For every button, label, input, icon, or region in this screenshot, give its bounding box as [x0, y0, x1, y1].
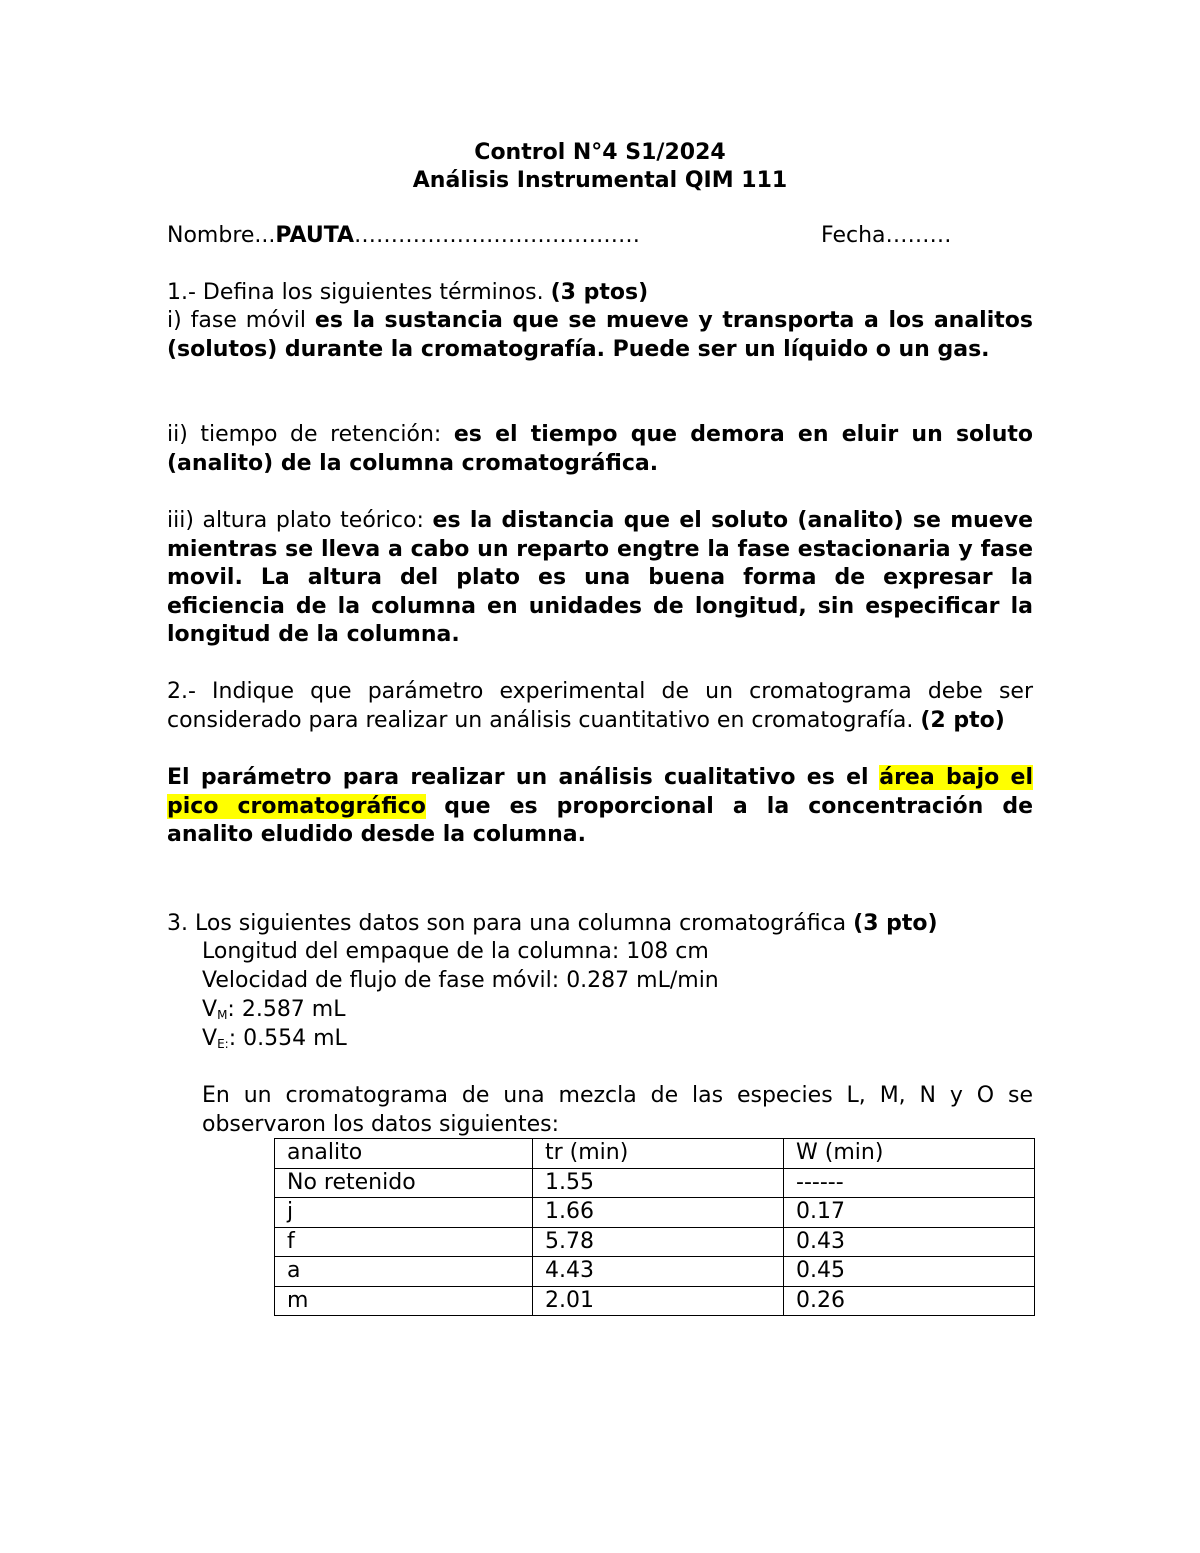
q2-answer-end: que es proporcional a la concentración de analito eludido desde la columna. [167, 793, 1033, 847]
q3-prompt-text: 3. Los siguientes datos son para una columna cromatográfica [167, 911, 847, 936]
q3-data-table [274, 1138, 1035, 1316]
q1-iii-answer: es la distancia que el soluto (analito) se mueve mientras se lleva a cabo un reparto engtre la fase estacionaria y fase movil. La altura del plato es una buena forma de expresar la eficiencia de la columna en unidades de longitud, sin especificar la longitud de la columna. [167, 508, 1033, 647]
q3-flow-value: 0.287 mL/min [566, 968, 719, 993]
name-value: PAUTA [275, 223, 355, 248]
q3-vm-symbol: V [202, 997, 218, 1022]
q1-ii-answer: es el tiempo que demora en eluir un soluto (analito) de la columna cromatográfica. [167, 422, 1034, 476]
table-cell: 1.55 [533, 1168, 784, 1198]
q3-ve-value: : 0.554 mL [228, 1026, 347, 1051]
q3-length-label: Longitud del empaque de la columna: [202, 939, 620, 964]
q2-prompt [167, 678, 1033, 735]
q1-item-i [167, 307, 1033, 364]
q1-iii-term: iii) altura plato teórico: [167, 508, 424, 533]
table-cell: 0.26 [784, 1286, 1035, 1316]
table-header-cell: W (min) [784, 1139, 1035, 1169]
q1-item-iii [167, 507, 1033, 650]
table-cell: 4.43 [533, 1257, 784, 1287]
q3-ve-sub: E: [217, 1037, 229, 1051]
q3-prompt [167, 910, 938, 938]
q2-answer-highlight: área bajo el pico cromatográfico [167, 765, 1033, 819]
q1-i-term: i) fase móvil [167, 308, 306, 333]
table-row [275, 1198, 1035, 1228]
table-cell: 0.45 [784, 1257, 1035, 1287]
table-cell: 5.78 [533, 1227, 784, 1257]
table-cell: a [275, 1257, 533, 1287]
table-cell: ------ [784, 1168, 1035, 1198]
name-dots: ………………………………… [354, 223, 641, 248]
table-cell: 2.01 [533, 1286, 784, 1316]
exam-title: Control N°4 S1/2024 [474, 140, 726, 165]
table-header-cell: tr (min) [533, 1139, 784, 1169]
table-header-row [275, 1139, 1035, 1169]
q1-i-answer: es la sustancia que se mueve y transporta a los analitos (solutos) durante la cromatografía. Puede ser un líquido o un gas. [167, 308, 1033, 362]
q3-length [202, 938, 709, 966]
q3-ve [202, 1025, 347, 1058]
q3-flow-label: Velocidad de flujo de fase móvil: [202, 968, 560, 993]
table-row [275, 1286, 1035, 1316]
table-cell: j [275, 1198, 533, 1228]
q2-answer-start: El parámetro para realizar un análisis cualitativo es el [167, 765, 869, 790]
q1-item-ii [167, 421, 1033, 478]
exam-subtitle: Análisis Instrumental QIM 111 [412, 168, 788, 193]
table-cell: 0.43 [784, 1227, 1035, 1257]
q1-prompt [167, 279, 1033, 308]
q1-ii-term: ii) tiempo de retención: [167, 422, 442, 447]
table-cell: m [275, 1286, 533, 1316]
table-cell: 0.17 [784, 1198, 1035, 1228]
table-cell: 1.66 [533, 1198, 784, 1228]
table-row [275, 1168, 1035, 1198]
q2-points: (2 pto) [920, 707, 1005, 733]
table-row [275, 1257, 1035, 1287]
q3-flow [202, 967, 719, 995]
q3-intro: En un cromatograma de una mezcla de las especies L, M, N y O se observaron los datos siguientes: [202, 1083, 1033, 1137]
q2-prompt-text: 2.- Indique que parámetro experimental de un cromatograma debe ser considerado para realizar un análisis cuantitativo en cromatografía. [167, 679, 1033, 733]
q3-ve-symbol: V [202, 1026, 218, 1051]
q1-prompt-text: 1.- Defina los siguientes términos. [167, 280, 544, 305]
q3-length-value: 108 cm [626, 939, 709, 964]
q3-vm-sub: M [217, 1008, 228, 1022]
q2-answer [167, 764, 1033, 850]
date-label: Fecha……… [821, 223, 952, 248]
table-row [275, 1227, 1035, 1257]
q3-points: (3 pto) [853, 911, 938, 936]
table-cell: f [275, 1227, 533, 1257]
table-cell: No retenido [275, 1168, 533, 1198]
q1-points: (3 ptos) [550, 280, 649, 305]
name-label: Nombre... [167, 223, 276, 248]
q3-vm-value: : 2.587 mL [227, 997, 346, 1022]
table-header-cell: analito [275, 1139, 533, 1169]
